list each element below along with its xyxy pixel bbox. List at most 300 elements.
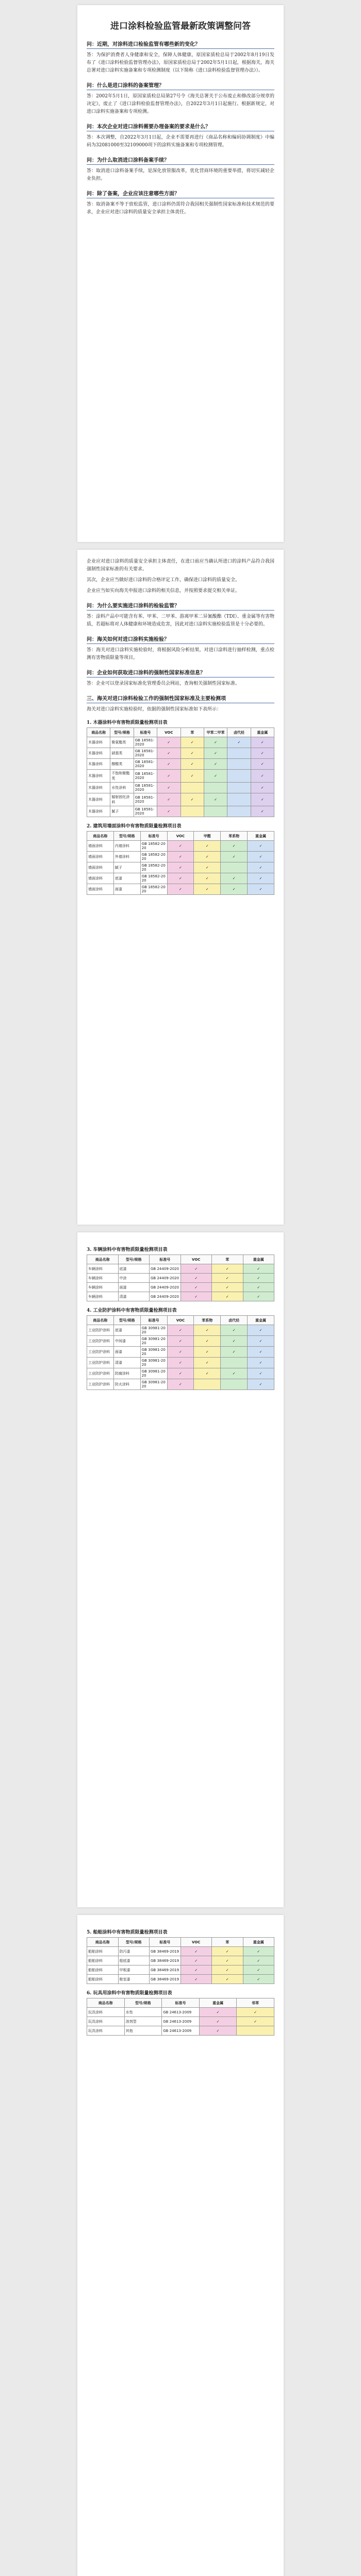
page2-text [87, 558, 274, 595]
table-cell: 中涂 [118, 1274, 150, 1283]
table-cell: ✓ [180, 737, 204, 748]
table-cell: ✓ [180, 759, 204, 770]
table-cell: ✓ [180, 748, 204, 759]
table-header-row [87, 832, 274, 841]
table-row [87, 748, 274, 759]
table-header-cell: VOC [167, 1316, 194, 1325]
table-cell: GB 30981-2020 [140, 1347, 167, 1358]
table-header-cell: 标准号 [134, 728, 157, 737]
data-table [87, 1315, 274, 1390]
data-table [87, 831, 274, 895]
table-cell: ✓ [157, 748, 180, 759]
table-row [87, 1956, 274, 1965]
table-header-cell: 重金属 [243, 1938, 274, 1947]
question: 问：什么是进口涂料的备案管理？ [87, 80, 274, 90]
table-cell: 木器涂料 [87, 748, 110, 759]
table-cell: ✓ [227, 737, 251, 748]
question: 问：除了备案，企业应该注意哪些方面？ [87, 188, 274, 198]
table-cell: 墙面涂料 [87, 841, 114, 852]
table-cell: ✓ [248, 1325, 274, 1336]
section-intro: 海关对进口涂料实施检验时，依据的强制性国家标准如下表所示： [87, 707, 222, 712]
table-cell: ✓ [221, 1368, 248, 1379]
table-cell: ✓ [204, 759, 227, 770]
table-header-cell: 邻苯 [237, 1998, 274, 2008]
table-cell: GB 18581-2020 [134, 748, 157, 759]
table-cell: ✓ [180, 1965, 212, 1975]
table-cell: 其他 [124, 2026, 162, 2036]
table-cell: ✓ [251, 770, 274, 783]
table-cell: GB 24613-2009 [162, 2008, 200, 2017]
table-cell: 溶剂型 [124, 2017, 162, 2026]
table-cell: GB 24613-2009 [162, 2026, 200, 2036]
table-cell: GB 18581-2020 [134, 806, 157, 817]
table-row [87, 1292, 274, 1301]
table-cell: 腻子 [110, 806, 134, 817]
table-row [87, 2017, 274, 2026]
table-cell: ✓ [180, 1956, 212, 1965]
table-row [87, 1379, 274, 1390]
table-cell: ✓ [243, 1956, 274, 1965]
table-cell: 船舶涂料 [87, 1947, 119, 1956]
table-header-cell: 商品名称 [87, 728, 110, 737]
table-header-cell: 重金属 [199, 1998, 237, 2008]
table-cell: ✓ [212, 1956, 243, 1965]
table-cell: ✓ [167, 1336, 194, 1347]
table-row [87, 862, 274, 873]
answer: 答：企业可以登录国家标准化管理委员会网站，查询相关强制性国家标准。 [87, 681, 240, 686]
page-2 [77, 550, 284, 1225]
table-cell: 醇酸类 [110, 759, 134, 770]
table-cell: GB 18582-2020 [140, 852, 167, 862]
table-cell: ✓ [204, 748, 227, 759]
table-cell: 工业防护涂料 [87, 1347, 114, 1358]
table-cell: ✓ [167, 841, 194, 852]
table-cell: 船底漆 [118, 1956, 150, 1965]
answer: 答：为保护消费者人身健康和安全，保障人体健康，原国家质检总局于2002年8月19日发布了《进口涂料检验监督管理办法》，原国家质检总局于2002年5月1日起，根据海关，海关总署对进口涂料实施备案和专项检测制度（以下简称《进口涂料检验监督管理办法》）。 [87, 53, 274, 73]
table-cell: ✓ [251, 806, 274, 817]
table-cell: 中间漆 [113, 1336, 140, 1347]
table-cell: ✓ [248, 1336, 274, 1347]
table-cell: 水性 [124, 2008, 162, 2017]
table-cell: 聚氨酯类 [110, 737, 134, 748]
question: 问：企业如何获取进口涂料的强制性国家标准信息？ [87, 667, 274, 677]
table-5 [87, 1928, 274, 1984]
table-header-cell: 商品名称 [87, 1998, 125, 2008]
table-cell: ✓ [204, 793, 227, 806]
table-cell: 辐射固化涂料 [110, 793, 134, 806]
table-header-cell: 甲苯二甲苯 [204, 728, 227, 737]
table-cell: 工业防护涂料 [87, 1368, 114, 1379]
table-row [87, 884, 274, 895]
table-cell: ✓ [157, 759, 180, 770]
table-cell: ✓ [167, 1347, 194, 1358]
table-cell: 底漆 [113, 1325, 140, 1336]
table-cell: 船舶涂料 [87, 1965, 119, 1975]
table-cell: 玩具涂料 [87, 2008, 125, 2017]
table-cell: 面漆 [113, 884, 140, 895]
table-cell: GB 24409-2020 [150, 1292, 181, 1301]
table-cell: ✓ [248, 1347, 274, 1358]
answer: 答：本次调整，自2022年3月1日起，企业不需要再进行《商品名称和编码协调制度》中编码为32081000至32109000项下的涂料实施备案和专项检测管理。 [87, 135, 274, 148]
table-cell [180, 783, 204, 793]
table-header-cell: 重金属 [248, 1316, 274, 1325]
table-cell: GB 18581-2020 [134, 793, 157, 806]
table-header-cell: 苯 [212, 1255, 243, 1264]
page-1 [77, 5, 284, 542]
qa-list [87, 39, 274, 216]
table-header-cell: VOC [180, 1938, 212, 1947]
table-row [87, 737, 274, 748]
table-header-row [87, 1316, 274, 1325]
table-cell: 腻子 [113, 862, 140, 873]
table-row [87, 1336, 274, 1347]
table-cell: 车辆涂料 [87, 1292, 119, 1301]
table-cell [221, 862, 248, 873]
table-row [87, 806, 274, 817]
table-cell [227, 748, 251, 759]
table-cell: ✓ [243, 1965, 274, 1975]
table-cell: ✓ [180, 1975, 212, 1984]
table-cell: ✓ [248, 1368, 274, 1379]
answer: 答：2002年5月1日，原国家质检总局第27号令《海关总署关于公布废止和修改部分规章的决定》，废止了《进口涂料检验监督管理办法》，自2022年3月1日起施行。根据新规定，对进口涂料实施备案和专项检测。 [87, 94, 274, 114]
table-cell: ✓ [157, 783, 180, 793]
table-title: 2. 建筑用墙面涂料中有害物质限量检测项目表 [87, 824, 182, 829]
table-cell [227, 806, 251, 817]
table-cell: ✓ [221, 873, 248, 884]
table-cell: GB 30981-2020 [140, 1336, 167, 1347]
table-header-row [87, 1938, 274, 1947]
table-cell: 防腐涂料 [113, 1368, 140, 1379]
table-cell: 不饱和聚酯类 [110, 770, 134, 783]
question: 问：近期，对涂料进口检验监管有哪些新的变化？ [87, 39, 274, 49]
table-cell [221, 1379, 248, 1390]
table-cell [227, 770, 251, 783]
table-cell: ✓ [221, 1325, 248, 1336]
table-cell [194, 1379, 221, 1390]
table-title: 5. 船舶涂料中有害物质限量检测项目表 [87, 1930, 168, 1935]
table-header-cell: 苯系物 [221, 832, 248, 841]
table-row [87, 770, 274, 783]
table-cell: ✓ [251, 748, 274, 759]
table-cell: 玩具涂料 [87, 2026, 125, 2036]
table-header-cell: 苯系物 [194, 1316, 221, 1325]
section-title: 三、海关对进口涂料检验工作的强制性国家标准及主要检测项 [87, 693, 274, 703]
table-1 [87, 719, 274, 817]
table-cell: ✓ [248, 841, 274, 852]
question: 问：海关如何对进口涂料实施检验？ [87, 634, 274, 644]
table-cell: ✓ [237, 2008, 274, 2017]
table-row [87, 1965, 274, 1975]
table-cell: ✓ [248, 1379, 274, 1390]
table-cell: ✓ [194, 1368, 221, 1379]
table-cell: 车辆涂料 [87, 1264, 119, 1274]
table-cell: GB 38469-2019 [150, 1947, 181, 1956]
table-row [87, 1325, 274, 1336]
table-cell: GB 24409-2020 [150, 1283, 181, 1292]
table-header-cell: 卤代烃 [221, 1316, 248, 1325]
data-table [87, 727, 274, 817]
table-cell: ✓ [167, 1358, 194, 1368]
question: 问：为什么取消进口涂料备案手续？ [87, 155, 274, 165]
table-cell: ✓ [237, 2017, 274, 2026]
table-cell: ✓ [248, 873, 274, 884]
table-title: 4. 工业防护涂料中有害物质限量检测项目表 [87, 1308, 177, 1313]
table-cell: ✓ [204, 737, 227, 748]
paragraph: 企业应对进口涂料的质量安全承担主体责任，在进口前应当确认所进口的涂料产品符合我国强制性国家标准的有关要求。 [87, 559, 274, 572]
table-cell: ✓ [243, 1975, 274, 1984]
table-cell: ✓ [248, 884, 274, 895]
table-3 [87, 1246, 274, 1301]
table-cell: 面漆 [113, 1347, 140, 1358]
table-cell: ✓ [251, 793, 274, 806]
table-cell [180, 806, 204, 817]
table-cell: ✓ [221, 1336, 248, 1347]
table-header-cell: 甲醛 [194, 832, 221, 841]
table-row [87, 783, 274, 793]
table-cell: GB 24409-2020 [150, 1264, 181, 1274]
table-cell: ✓ [167, 884, 194, 895]
table-cell: 木器涂料 [87, 759, 110, 770]
table-title: 6. 玩具用涂料中有害物质限量检测项目表 [87, 1991, 172, 1996]
table-cell: ✓ [194, 1347, 221, 1358]
table-cell [227, 759, 251, 770]
table-2 [87, 822, 274, 895]
table-cell: 底漆 [113, 873, 140, 884]
table-cell: ✓ [180, 1947, 212, 1956]
question: 问：本次企业对进口涂料需要办理备案的要求是什么？ [87, 121, 274, 131]
table-header-cell: VOC [167, 832, 194, 841]
question: 问：为什么要实施进口涂料的检验监管？ [87, 600, 274, 611]
table-cell: GB 24409-2020 [150, 1274, 181, 1283]
table-cell: GB 18581-2020 [134, 770, 157, 783]
table-cell: ✓ [167, 1325, 194, 1336]
table-cell: GB 18581-2020 [134, 783, 157, 793]
table-header-row [87, 1998, 274, 2008]
table-cell: 水性涂料 [110, 783, 134, 793]
table-header-cell: 标准号 [150, 1938, 181, 1947]
table-title: 1. 木器涂料中有害物质限量检测项目表 [87, 720, 168, 725]
table-header-cell: VOC [180, 1255, 212, 1264]
table-cell: ✓ [194, 852, 221, 862]
table-header-cell: 型号/规格 [118, 1938, 150, 1947]
table-cell: 清漆 [118, 1292, 150, 1301]
table-cell [227, 783, 251, 793]
table-cell [204, 806, 227, 817]
paragraph: 其次，企业应当做好进口涂料的合格评定工作，确保进口涂料的质量安全。 [87, 578, 240, 583]
table-cell: ✓ [194, 841, 221, 852]
table-row [87, 873, 274, 884]
data-table [87, 1998, 274, 2036]
table-row [87, 1368, 274, 1379]
page-3 [77, 1232, 284, 1907]
table-cell: ✓ [167, 1379, 194, 1390]
table-row [87, 1947, 274, 1956]
table-header-row [87, 728, 274, 737]
table-cell: ✓ [157, 737, 180, 748]
table-header-cell: VOC [157, 728, 180, 737]
table-cell: ✓ [212, 1292, 243, 1301]
table-cell: 工业防护涂料 [87, 1358, 114, 1368]
table-cell: ✓ [212, 1965, 243, 1975]
table-cell: ✓ [167, 873, 194, 884]
table-cell [227, 793, 251, 806]
table-cell: GB 30981-2020 [140, 1368, 167, 1379]
table-cell: 舱室漆 [118, 1975, 150, 1984]
table-row [87, 759, 274, 770]
answer: 答：涂料产品中可能含有苯、甲苯、二甲苯、游离甲苯二异氰酸酯（TDI）、重金属等有害物质，若超标将对人体健康和环境造成危害，因此对进口涂料实施检验监管是十分必要的。 [87, 614, 274, 627]
table-cell: 木器涂料 [87, 806, 110, 817]
table-row [87, 852, 274, 862]
answer: 答：取消备案不等于放松监管，进口涂料仍需符合我国相关强制性国家标准和技术规范的要求，企业应对进口涂料的质量安全承担主体责任。 [87, 202, 274, 215]
table-header-cell: 苯 [212, 1938, 243, 1947]
table-header-cell: 标准号 [140, 832, 167, 841]
table-header-cell: 型号/规格 [110, 728, 134, 737]
table-cell: ✓ [248, 1358, 274, 1368]
table-cell: ✓ [167, 852, 194, 862]
table-row [87, 1975, 274, 1984]
table-cell: ✓ [204, 770, 227, 783]
table-cell: GB 24613-2009 [162, 2017, 200, 2026]
table-row [87, 841, 274, 852]
page-title: 进口涂料检验监管最新政策调整问答 [110, 21, 251, 31]
table-cell: ✓ [243, 1283, 274, 1292]
table-row [87, 1264, 274, 1274]
table-cell: 工业防护涂料 [87, 1336, 114, 1347]
table-cell: ✓ [180, 1283, 212, 1292]
table-6 [87, 1989, 274, 2036]
table-cell [237, 2026, 274, 2036]
table-cell: GB 30981-2020 [140, 1379, 167, 1390]
table-cell: ✓ [248, 852, 274, 862]
table-cell: GB 18581-2020 [134, 737, 157, 748]
table-cell: ✓ [243, 1947, 274, 1956]
data-table [87, 1937, 274, 1984]
table-header-cell: 标准号 [162, 1998, 200, 2008]
table-cell: ✓ [157, 793, 180, 806]
table-cell: 工业防护涂料 [87, 1379, 114, 1390]
table-cell: 内墙涂料 [113, 841, 140, 852]
paragraph: 企业应当如实向海关申报进口涂料的相关信息，并按照要求提交相关单证。 [87, 588, 240, 594]
table-cell: ✓ [212, 1283, 243, 1292]
table-cell: ✓ [243, 1264, 274, 1274]
table-cell: GB 18582-2020 [140, 873, 167, 884]
table-cell: 船舶涂料 [87, 1975, 119, 1984]
table-cell: 墙面涂料 [87, 884, 114, 895]
table-cell: ✓ [251, 737, 274, 748]
table-cell: 木器涂料 [87, 737, 110, 748]
table-header-cell: 重金属 [243, 1255, 274, 1264]
table-cell: ✓ [199, 2008, 237, 2017]
table-cell: GB 38469-2019 [150, 1956, 181, 1965]
table-header-cell: 商品名称 [87, 1255, 119, 1264]
table-cell: ✓ [221, 841, 248, 852]
table-cell: 防火涂料 [113, 1379, 140, 1390]
table-header-cell: 商品名称 [87, 1938, 119, 1947]
table-cell: GB 18582-2020 [140, 884, 167, 895]
table-cell: ✓ [194, 884, 221, 895]
table-cell: GB 18582-2020 [140, 862, 167, 873]
data-table [87, 1255, 274, 1301]
table-cell: 工业防护涂料 [87, 1325, 114, 1336]
page-4 [77, 1915, 284, 2576]
table-cell: ✓ [167, 862, 194, 873]
table-cell: 木器涂料 [87, 770, 110, 783]
table-header-cell: 型号/规格 [113, 832, 140, 841]
table-row [87, 1274, 274, 1283]
table-cell: ✓ [194, 873, 221, 884]
table-cell [204, 783, 227, 793]
table-row [87, 2026, 274, 2036]
table-header-cell: 型号/规格 [113, 1316, 140, 1325]
table-cell: ✓ [194, 1358, 221, 1368]
table-cell: 外墙涂料 [113, 852, 140, 862]
table-4 [87, 1307, 274, 1390]
table-row [87, 1283, 274, 1292]
table-cell: ✓ [180, 1292, 212, 1301]
table-header-cell: 商品名称 [87, 832, 114, 841]
table-cell: GB 30981-2020 [140, 1325, 167, 1336]
table-header-cell: 重金属 [251, 728, 274, 737]
table-cell: 墙面涂料 [87, 862, 114, 873]
table-cell: ✓ [199, 2017, 237, 2026]
table-cell: ✓ [251, 783, 274, 793]
table-cell: ✓ [221, 1347, 248, 1358]
table-header-cell: 重金属 [248, 832, 274, 841]
answer: 答：取消进口涂料备案手续，是深化放管服改革，优化营商环境的重要举措，将切实减轻企业负担。 [87, 168, 274, 181]
table-cell: 硝基类 [110, 748, 134, 759]
table-cell: 甲板漆 [118, 1965, 150, 1975]
table-header-cell: 标准号 [140, 1316, 167, 1325]
table-header-row [87, 1255, 274, 1264]
table-cell: ✓ [251, 759, 274, 770]
table-cell: ✓ [194, 1336, 221, 1347]
table-cell: ✓ [221, 884, 248, 895]
table-cell: GB 18581-2020 [134, 759, 157, 770]
table-cell: 底漆 [118, 1264, 150, 1274]
table-cell: 防污漆 [118, 1947, 150, 1956]
table-cell: 木器涂料 [87, 793, 110, 806]
table-cell: 墙面涂料 [87, 873, 114, 884]
table-cell: ✓ [248, 862, 274, 873]
table-cell: 墙面涂料 [87, 852, 114, 862]
table-cell: ✓ [221, 852, 248, 862]
table-header-cell: 商品名称 [87, 1316, 114, 1325]
table-cell: ✓ [167, 1368, 194, 1379]
table-cell: GB 18582-2020 [140, 841, 167, 852]
table-cell: ✓ [212, 1274, 243, 1283]
table-header-cell: 标准号 [150, 1255, 181, 1264]
table-cell: ✓ [180, 1264, 212, 1274]
table-cell: ✓ [180, 1274, 212, 1283]
table-cell: GB 38469-2019 [150, 1965, 181, 1975]
table-header-cell: 型号/规格 [118, 1255, 150, 1264]
table-cell: ✓ [157, 770, 180, 783]
table-cell: ✓ [194, 1325, 221, 1336]
table-cell: ✓ [157, 806, 180, 817]
table-cell: GB 30981-2020 [140, 1358, 167, 1368]
table-cell: 木器涂料 [87, 783, 110, 793]
table-row [87, 793, 274, 806]
table-header-cell: 型号/规格 [124, 1998, 162, 2008]
table-cell: 车辆涂料 [87, 1274, 119, 1283]
table-cell: GB 38469-2019 [150, 1975, 181, 1984]
answer: 答：海关对进口涂料实施检验时，将根据风险分析结果，对进口涂料进行抽样检测，重点检测有害物质限量等项目。 [87, 648, 274, 660]
table-cell: ✓ [243, 1274, 274, 1283]
table-cell: 车辆涂料 [87, 1283, 119, 1292]
table-header-cell: 卤代烃 [227, 728, 251, 737]
table-row [87, 1347, 274, 1358]
table-cell: ✓ [180, 770, 204, 783]
